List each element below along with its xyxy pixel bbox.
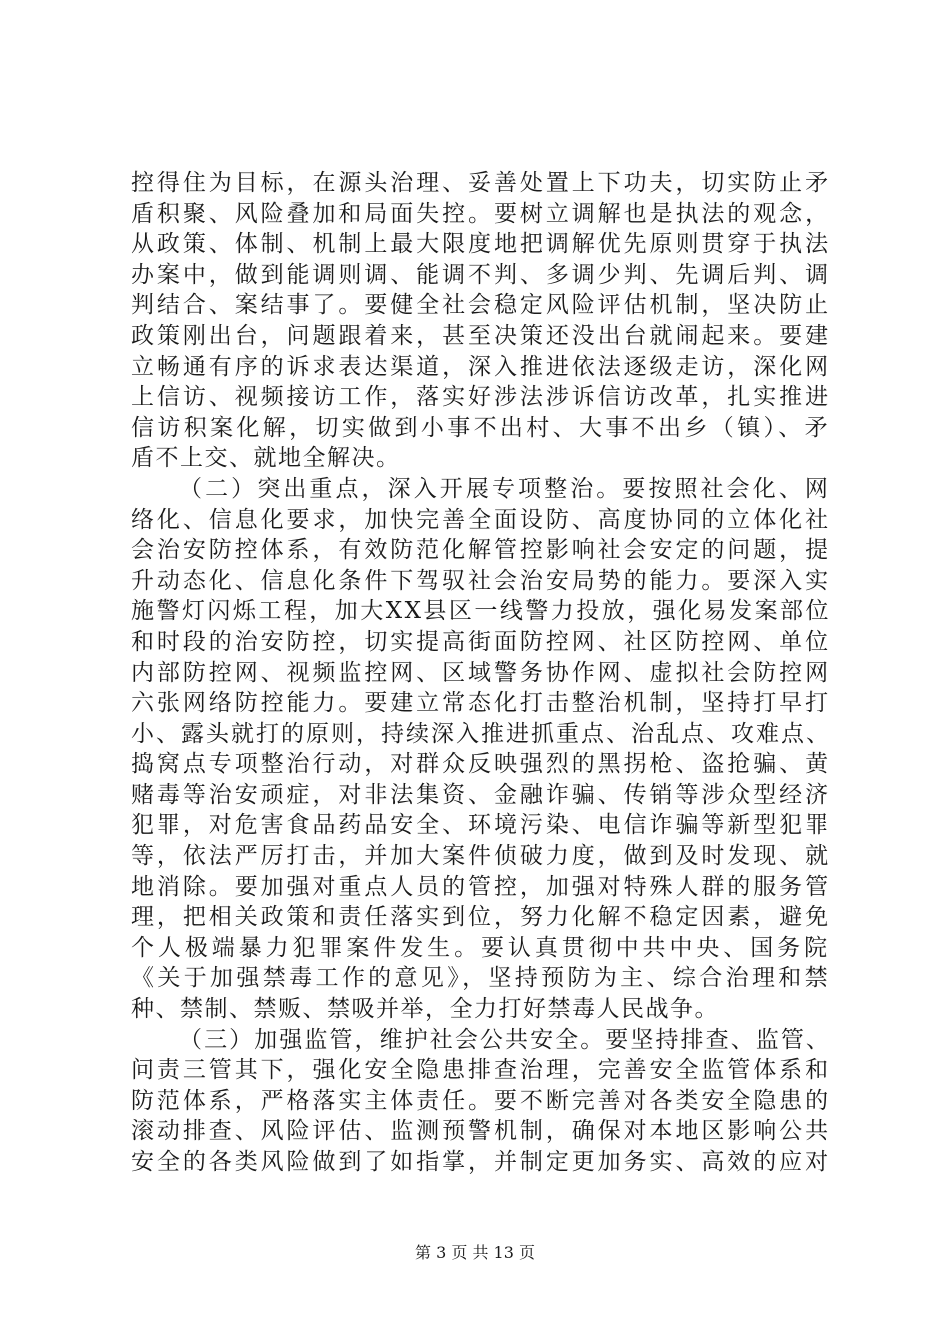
text-line: 上信访、视频接访工作，落实好涉法涉诉信访改革，扎实推进 <box>131 384 831 411</box>
text-line: 防范体系，严格落实主体责任。要不断完善对各类安全隐患的 <box>131 1087 831 1114</box>
text-line: 控得住为目标，在源头治理、妥善处置上下功夫，切实防止矛 <box>131 170 831 196</box>
body-text <box>131 168 831 1178</box>
text-line: 从政策、体制、机制上最大限度地把调解优先原则贯穿于执法 <box>131 231 831 258</box>
text-line: 理，把相关政策和责任落实到位，努力化解不稳定因素，避免 <box>131 904 831 931</box>
text-line: 盾积聚、风险叠加和局面失控。要树立调解也是执法的观念， <box>131 200 831 227</box>
text-line: 信访积案化解，切实做到小事不出村、大事不出乡（镇）、矛 <box>131 414 831 441</box>
text-line: 内部防控网、视频监控网、区域警务协作网、虚拟社会防控网 <box>131 659 831 686</box>
text-line: 升动态化、信息化条件下驾驭社会治安局势的能力。要深入实 <box>131 567 831 594</box>
text-line: （二）突出重点，深入开展专项整治。要按照社会化、网 <box>179 475 831 502</box>
text-line: 政策刚出台，问题跟着来，甚至决策还没出台就闹起来。要建 <box>131 322 831 349</box>
text-line: 犯罪，对危害食品药品安全、环境污染、电信诈骗等新型犯罪 <box>131 812 831 839</box>
text-line: 施警灯闪烁工程，加大XX县区一线警力投放，强化易发案部位 <box>131 598 831 625</box>
text-line: 种、禁制、禁贩、禁吸并举，全力打好禁毒人民战争。 <box>131 996 719 1023</box>
text-line: 地消除。要加强对重点人员的管控，加强对特殊人群的服务管 <box>131 873 831 900</box>
text-line: 络化、信息化要求，加快完善全面设防、高度协同的立体化社 <box>131 506 831 533</box>
text-line: 滚动排查、风险评估、监测预警机制，确保对本地区影响公共 <box>131 1118 831 1145</box>
text-line: 盾不上交、就地全解决。 <box>131 445 401 472</box>
text-line: 等，依法严厉打击，并加大案件侦破力度，做到及时发现、就 <box>131 843 831 870</box>
text-line: 和时段的治安防控，切实提高街面防控网、社区防控网、单位 <box>131 628 831 655</box>
text-line: 判结合、案结事了。要健全社会稳定风险评估机制，坚决防止 <box>131 292 831 319</box>
text-line: 六张网络防控能力。要建立常态化打击整治机制，坚持打早打 <box>131 690 831 717</box>
text-line: 个人极端暴力犯罪案件发生。要认真贯彻中共中央、国务院 <box>131 934 831 961</box>
text-line: 安全的各类风险做到了如指掌，并制定更加务实、高效的应对 <box>131 1149 831 1175</box>
text-line: 捣窝点专项整治行动，对群众反映强烈的黑拐枪、盗抢骗、黄 <box>131 751 831 778</box>
text-line: 立畅通有序的诉求表达渠道，深入推进依法逐级走访，深化网 <box>131 353 831 380</box>
text-line: 会治安防控体系，有效防范化解管控影响社会安定的问题，提 <box>131 537 831 564</box>
text-line: （三）加强监管，维护社会公共安全。要坚持排查、监管、 <box>179 1026 831 1053</box>
text-line: 《关于加强禁毒工作的意见》，坚持预防为主、综合治理和禁 <box>131 965 831 992</box>
page-footer: 第 3 页 共 13 页 <box>415 1243 535 1262</box>
text-line: 办案中，做到能调则调、能调不判、多调少判、先调后判、调 <box>131 261 831 288</box>
text-line: 赌毒等治安顽症，对非法集资、金融诈骗、传销等涉众型经济 <box>131 781 831 808</box>
text-line: 问责三管其下，强化安全隐患排查治理，完善安全监管体系和 <box>131 1057 831 1084</box>
text-line: 小、露头就打的原则，持续深入推进抓重点、治乱点、攻难点、 <box>131 720 831 747</box>
